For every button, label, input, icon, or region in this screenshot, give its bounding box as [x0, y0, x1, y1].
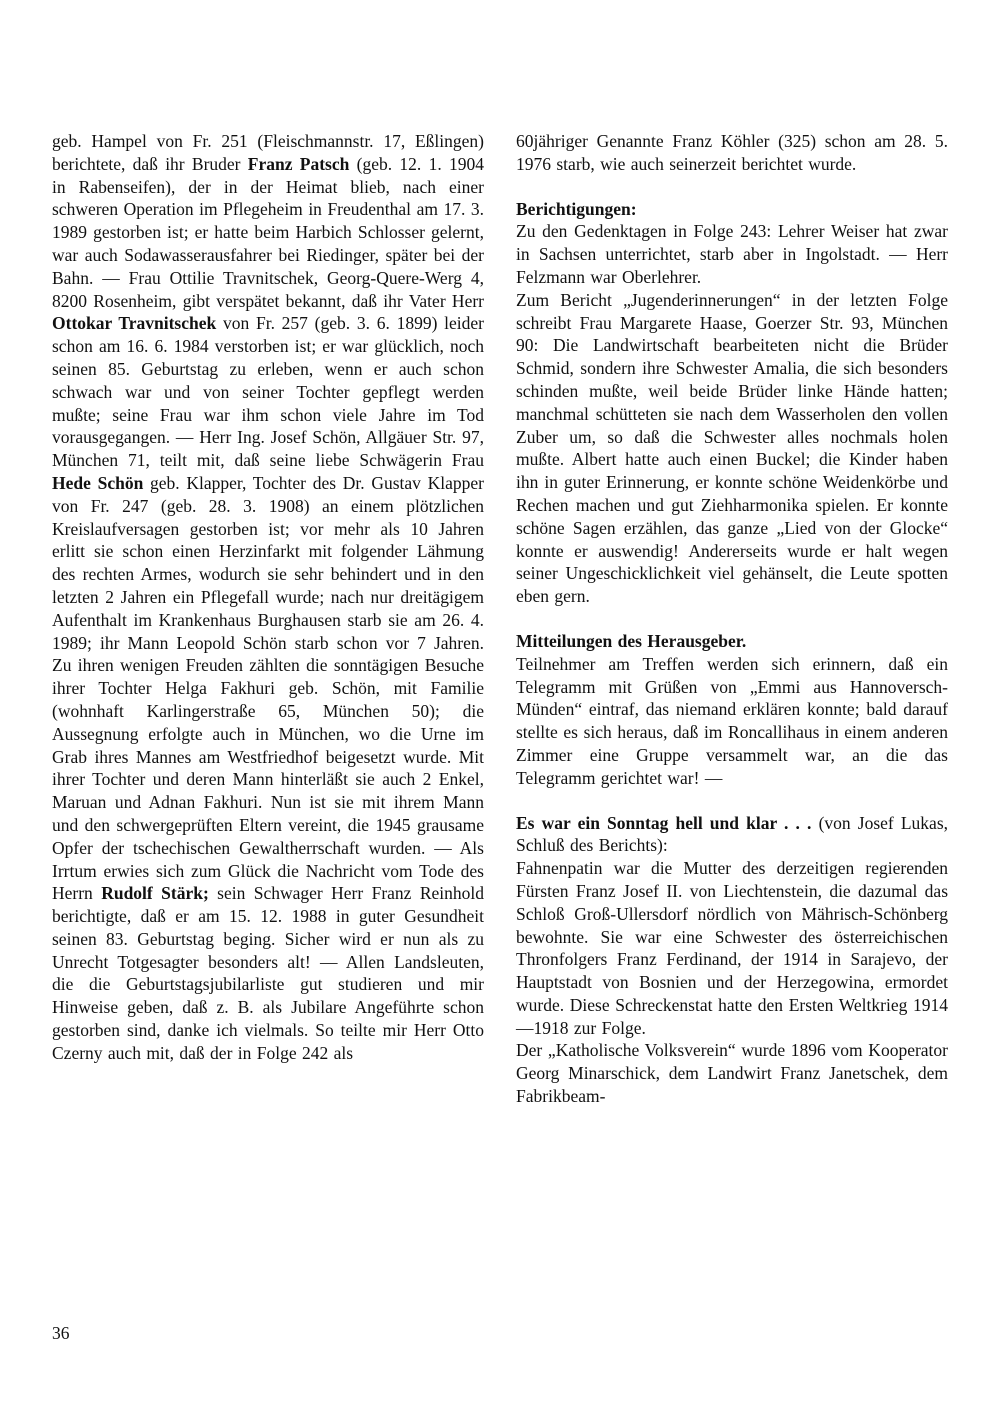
- text-column-left: [52, 130, 484, 1108]
- text-run: Zu den Gedenktagen in Folge 243: Lehrer Weiser hat zwar in Sachsen unterrichtet, starb aber in Ingolstadt. — Herr Felzmann war Oberlehrer.: [516, 221, 948, 287]
- text-run: Der „Katholische Volksverein“ wurde 1896 vom Kooperator Georg Minarschick, dem Landwirt Franz Janetschek, dem Fabrikbeam-: [516, 1040, 948, 1107]
- bold-text-run: Mitteilungen des Herausgeber.: [516, 630, 747, 651]
- bold-text-run: Berichtigungen:: [516, 198, 637, 219]
- text-run: 60jähriger Genannte Franz Köhler (325) schon am 28. 5. 1976 starb, wie auch seinerzeit berichtet wurde.: [516, 131, 948, 174]
- text-run: von Fr. 257 (geb. 3. 6. 1899) leider schon am 16. 6. 1984 verstorben ist; er war glücklich, noch seinen 85. Geburtstag zu erleben, wenn er auch schon schwach war und von seiner Tochter gepflegt werden mußte; seine Frau war ihm schon viele Jahre im Tod vorausgegangen. — Herr Ing. Josef Schön, Allgäuer Str. 97, München 71, teilt mit, daß seine liebe Schwägerin Frau: [52, 313, 484, 471]
- text-run: geb. Klapper, Tochter des Dr. Gustav Klapper von Fr. 247 (geb. 28. 3. 1908) an einem plötzlichen Kreislaufversagen gestorben ist; vor mehr als 10 Jahren erlitt sie schon einen Herzinfarkt mit folgender Lähmung des rechten Armes, wodurch sie sehr behindert und in den letzten 2 Jahren ein Pflegefall wurde; nach nur dreitägigem Aufenthalt im Krankenhaus Burghausen starb sie am 26. 4. 1989; ihr Mann Leopold Schön starb schon vor 7 Jahren. Zu ihren wenigen Freuden zählten die sonntägigen Besuche ihrer Tochter Helga Fakhuri geb. Schön, mit Familie (wohnhaft Karlingerstraße 65, München 50); die Aussegnung erfolgte auch in München, wo die Urne im Grab ihres Mannes am Westfriedhof beigesetzt wurde. Mit ihrer Tochter und deren Mann hinterläßt sie auch 2 Enkel, Maruan und Adnan Fakhuri. Nun ist sie mit ihrem Mann und den schwergeprüften Eltern vereint, die 1945 grausame Opfer der tschechischen Gewaltherrschaft wurden. — Als Irrtum erwies sich zum Glück die Nachricht vom Tode des Herrn: [52, 472, 484, 904]
- paragraph: [516, 857, 948, 1039]
- text-column-right: [516, 130, 948, 1108]
- paragraph: [516, 653, 948, 790]
- text-columns: [52, 130, 948, 1108]
- paragraph: [516, 289, 948, 608]
- text-run: (geb. 12. 1. 1904 in Rabenseifen), der in der Heimat blieb, nach einer schweren Operation im Pflegeheim in Freudenthal am 17. 3. 1989 gestorben ist; er hatte beim Harbich Schlosser gelernt, war auch Sodawasserausfahrer bei Riedinger, später bei der Bahn. — Frau Ottilie Travnitschek, Georg-Quere-Werg 4, 8200 Rosenheim, gibt verspätet bekannt, daß ihr Vater Herr: [52, 153, 484, 311]
- text-run: (von Josef Lukas, Schluß des Berichts):: [516, 812, 948, 856]
- bold-text-run: Ottokar Travnitschek: [52, 313, 217, 334]
- text-run: geb. Hampel von Fr. 251 (Fleischmannstr. 17, Eßlingen) berichtete, daß ihr Bruder: [52, 131, 484, 174]
- paragraph: [516, 812, 948, 858]
- bold-text-run: Hede Schön: [52, 472, 144, 493]
- section-heading: [516, 630, 948, 653]
- page-number: 36: [52, 1323, 70, 1343]
- text-run: Zum Bericht „Jugenderinnerungen“ in der letzten Folge schreibt Frau Margarete Haase, Goerzer Str. 93, München 90: Die Landwirtschaft bearbeiteten nicht die Brüder Schmid, sondern ihre Schwester Amalia, die sich besonders schinden mußte, weil beide Brüder linke Hände hatten; manchmal schütteten sie nach dem Wasserholen den vollen Zuber um, so daß die Schwester alles nochmals holen mußte. Albert hatte auch einen Buckel; die Kinder haben ihn in guter Erinnerung, er konnte schöne Weidenkörbe und Rechen machen und gut Ziehharmonika spielen. Er konnte schöne Sagen erzählen, das ganze „Lied von der Glocke“ konnte er auswendig! Andererseits wurde er halt wegen seiner Ungeschicklichkeit viel gehänselt, die Leute spotten eben gern.: [516, 289, 948, 607]
- section-heading: [516, 198, 948, 221]
- paragraph: [516, 220, 948, 288]
- text-run: Teilnehmer am Treffen werden sich erinnern, daß ein Telegramm mit Grüßen von „Emmi aus Hannoversch-Münden“ eintraf, das niemand erklären konnte; bald darauf stellte es sich heraus, daß im Roncallihaus in einem anderen Zimmer eine Gruppe versammelt war, an die das Telegramm gerichtet war! —: [516, 653, 948, 788]
- bold-text-run: Es war ein Sonntag hell und klar . . .: [516, 812, 812, 833]
- bold-text-run: Rudolf Stärk;: [101, 883, 209, 904]
- paragraph: [516, 130, 948, 176]
- paragraph: [516, 1039, 948, 1107]
- paragraph: [52, 130, 484, 1065]
- text-run: sein Schwager Herr Franz Reinhold berichtigte, daß er am 15. 12. 1988 in guter Gesundheit seinen 83. Geburtstag beging. Sicher wird er nun als zu Unrecht Totgesagter besonders alt! — Allen Landsleuten, die die Geburtstagsjubilarliste gut studieren und mir Hinweise geben, daß z. B. als Jubilare Angeführte schon gestorben sind, danke ich vielmals. So teilte mir Herr Otto Czerny auch mit, daß der in Folge 242 als: [52, 883, 484, 1063]
- bold-text-run: Franz Patsch: [247, 153, 350, 174]
- text-run: Fahnenpatin war die Mutter des derzeitigen regierenden Fürsten Franz Josef II. von Liechtenstein, die dazumal das Schloß Groß-Ullersdorf nördlich von Mährisch-Schönberg bewohnte. Sie war eine Schwester des österreichischen Thronfolgers Franz Ferdinand, der 1914 in Sarajevo, der Hauptstadt von Bosnien und der Herzegowina, ermordet wurde. Diese Schreckenstat hatte den Ersten Weltkrieg 1914—1918 zur Folge.: [516, 858, 948, 1038]
- document-page: [52, 130, 948, 1108]
